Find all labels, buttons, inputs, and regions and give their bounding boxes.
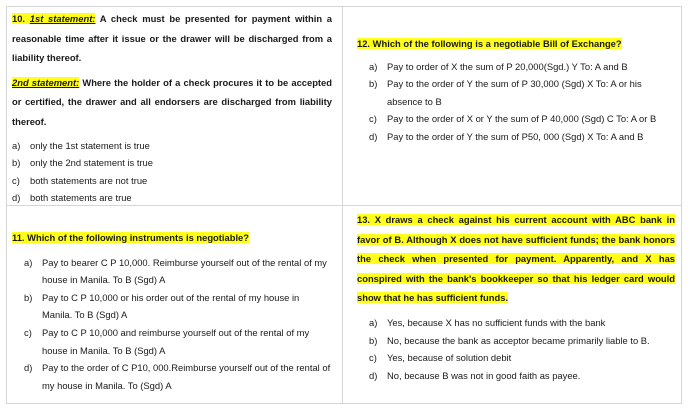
option-key: b) [12,157,21,169]
option-key: b) [369,78,378,90]
option-key: a) [369,316,378,328]
option-text: Yes, because X has no sufficient funds with the bank [387,316,606,328]
option-key: c) [369,113,377,125]
q10-statement-1 [12,9,332,68]
question-12 [357,34,675,146]
option-key: b) [24,291,33,303]
q11-title: 11. Which of the following instruments is negotiable? [12,232,249,243]
q10-options [12,137,332,207]
option-text: Pay to the order of C P10, 000.Reimburse yourself out of the rental of my house in Manila. To (Sgd) A [42,362,331,391]
option-text: both statements are true [30,192,132,204]
option-text: Pay to the order of Y the sum of P 30,000 (Sgd) X To: A or his absence to B [387,78,642,107]
option-key: c) [24,326,32,338]
q12-option-a [369,58,675,76]
option-key: c) [12,174,20,186]
option-text: Pay to order of X the sum of P 20,000(Sgd.) Y To: A and B [387,60,628,72]
q12-title: 12. Which of the following is a negotiable Bill of Exchange? [357,38,622,49]
option-text: Pay to C P 10,000 and reimburse yourself out of the rental of my house in Manila. To B (Sgd) A [42,326,310,356]
option-key: d) [369,130,378,142]
q10-label-2: 2nd statement: [12,76,80,88]
q11-option-c [24,324,332,359]
option-text: No, because B was not in good faith as payee. [387,369,581,381]
q10-stmt-2: Where the holder of a check procures it to be accepted or certified, the drawer and all endorsers are discharged from liability thereof. [12,76,332,127]
option-key: a) [369,60,378,72]
option-text: Pay to bearer C P 10,000. Reimburse yourself out of the rental of my house in Manila. To B (Sgd) A [42,256,327,286]
q12-option-c [369,110,675,128]
question-10 [12,9,332,207]
q13-option-b [369,332,675,350]
question-13 [357,210,675,384]
q11-options [12,254,332,395]
option-text: only the 2nd statement is true [30,157,153,169]
option-key: a) [12,139,21,151]
option-text: Yes, because of solution debit [387,352,512,364]
q10-option-c [12,172,332,190]
q11-option-b [24,289,332,324]
question-11 [12,228,332,394]
q13-options [357,314,675,384]
option-text: only the 1st statement is true [30,139,150,151]
option-text: both statements are not true [30,174,148,186]
option-text: Pay to C P 10,000 or his order out of the rental of my house in Manila. To B (Sgd) A [42,291,300,321]
q12-options [357,58,675,146]
q10-number: 10. [12,13,26,24]
option-text: No, because the bank as acceptor became primarily liable to B. [387,334,650,346]
q10-stmt-1: A check must be presented for payment within a reasonable time after it issue or the drawer will be discharged from a liability thereof. [12,13,332,64]
q13-option-d [369,367,675,385]
option-key: b) [369,334,378,346]
q12-option-d [369,128,675,146]
option-key: a) [24,256,33,268]
option-key: d) [369,369,378,381]
q10-statement-2 [12,73,332,132]
q10-option-d [12,189,332,207]
q11-option-a [24,254,332,289]
q13-title: 13. X draws a check against his current account with ABC bank in favor of B. Although X does not have sufficient funds; the bank honors the check when presented for payment. Apparently, and X has conspired with the bank's bookkeeper so that his ledger card would show that he has sufficient funds. [357,214,675,304]
q12-option-b [369,75,675,110]
q10-option-b [12,154,332,172]
q10-label-1: 1st statement: [29,13,96,24]
q10-option-a [12,137,332,155]
option-text: Pay to the order of X or Y the sum of P 40,000 (Sgd) C To: A or B [387,113,657,125]
q13-option-a [369,314,675,332]
q13-option-c [369,349,675,367]
option-key: c) [369,352,377,364]
q11-option-d [24,359,332,394]
option-key: d) [24,362,33,374]
option-text: Pay to the order of Y the sum of P50, 000 (Sgd) X To: A and B [387,130,644,142]
option-key: d) [12,192,21,204]
